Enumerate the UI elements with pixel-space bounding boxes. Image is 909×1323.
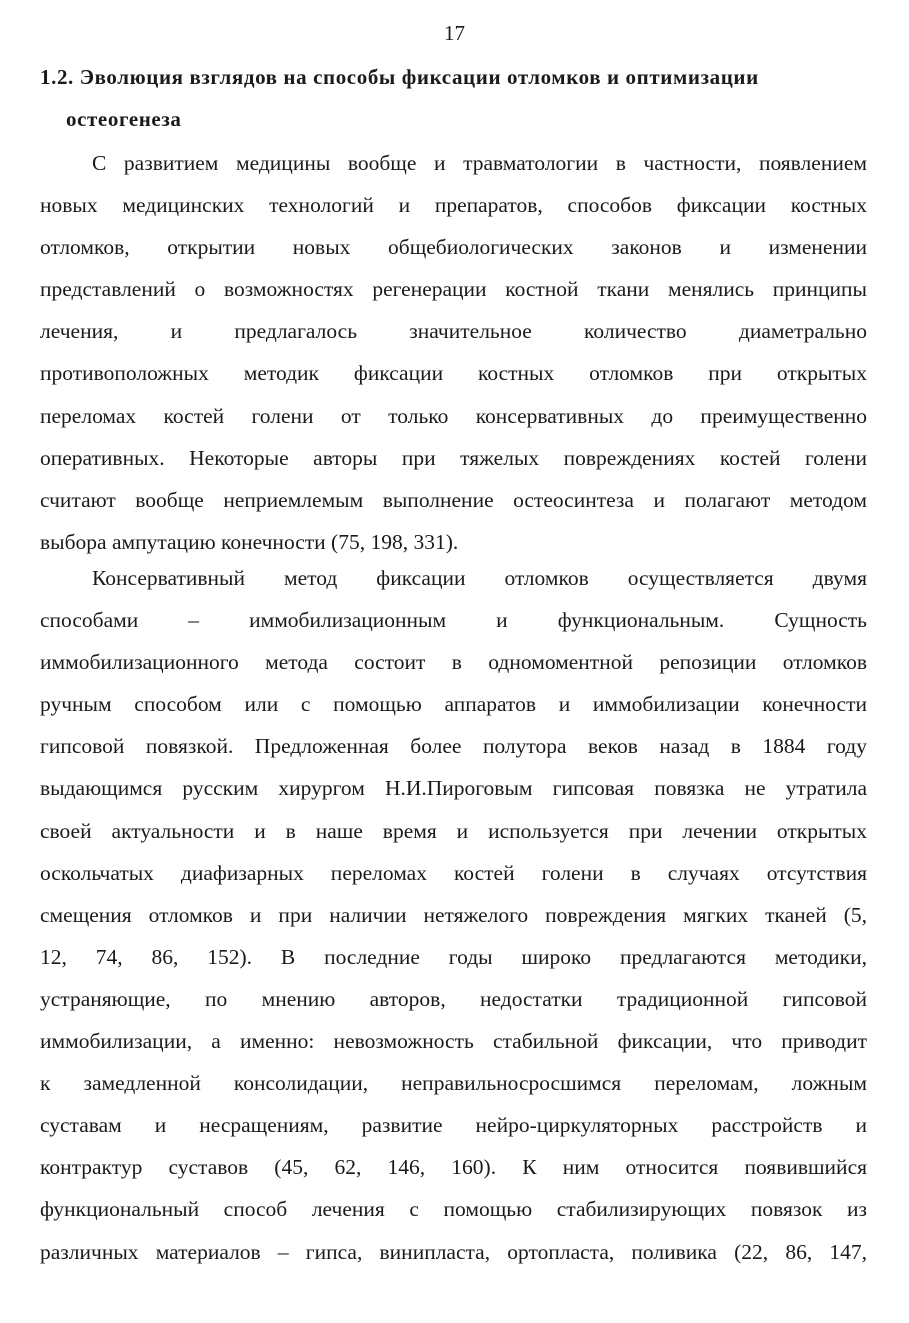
text-line: отломков, открытии новых общебиологических законов и изменении <box>40 235 867 260</box>
text-line: выдающимся русским хирургом Н.И.Пироговым гипсовая повязка не утратила <box>40 776 867 801</box>
section-heading-line-2: остеогенеза <box>66 107 182 131</box>
text-line: ручным способом или с помощью аппаратов и иммобилизации конечности <box>40 692 867 717</box>
text-line: функциональный способ лечения с помощью стабилизирующих повязок из <box>40 1197 867 1222</box>
text-line: суставам и несращениям, развитие нейро-циркуляторных расстройств и <box>40 1113 867 1138</box>
text-line: 12, 74, 86, 152). В последние годы широко предлагаются методики, <box>40 944 867 969</box>
text-line: смещения отломков и при наличии нетяжелого повреждения мягких тканей (5, <box>40 902 867 927</box>
text-line: иммобилизационного метода состоит в одномоментной репозиции отломков <box>40 650 867 675</box>
text-line: лечения, и предлагалось значительное количество диаметрально <box>40 319 867 344</box>
text-line: оперативных. Некоторые авторы при тяжелых повреждениях костей голени <box>40 445 867 470</box>
text-line: гипсовой повязкой. Предложенная более полутора веков назад в 1884 году <box>40 734 867 759</box>
text-line: своей актуальности и в наше время и используется при лечении открытых <box>40 818 867 843</box>
text-line: выбора ампутацию конечности (75, 198, 331). <box>40 529 459 554</box>
text-line: новых медицинских технологий и препаратов, способов фиксации костных <box>40 193 867 218</box>
text-line: оскольчатых диафизарных переломах костей голени в случаях отсутствия <box>40 860 867 885</box>
text-line: представлений о возможностях регенерации костной ткани менялись принципы <box>40 277 867 302</box>
text-line: С развитием медицины вообще и травматологии в частности, появлением <box>92 151 867 175</box>
text-line: Консервативный метод фиксации отломков осуществляется двумя <box>92 566 867 590</box>
paragraph-2 <box>40 557 867 1273</box>
text-line: иммобилизации, а именно: невозможность стабильной фиксации, что приводит <box>40 1029 867 1054</box>
text-line: переломах костей голени от только консервативных до преимущественно <box>40 403 867 428</box>
section-heading-line-1: 1.2. Эволюция взглядов на способы фиксации отломков и оптимизации <box>40 65 759 89</box>
paragraph-1 <box>40 142 867 563</box>
text-line: устраняющие, по мнению авторов, недостатки традиционной гипсовой <box>40 986 867 1011</box>
text-line: способами – иммобилизационным и функциональным. Сущность <box>40 608 867 633</box>
text-line: к замедленной консолидации, неправильносросшимся переломам, ложным <box>40 1071 867 1096</box>
text-line: противоположных методик фиксации костных отломков при открытых <box>40 361 867 386</box>
section-heading <box>40 56 869 140</box>
text-line: считают вообще неприемлемым выполнение остеосинтеза и полагают методом <box>40 487 867 512</box>
text-line: различных материалов – гипса, винипласта, ортопласта, поливика (22, 86, 147, <box>40 1239 867 1264</box>
page-number: 17 <box>444 21 465 45</box>
text-line: контрактур суставов (45, 62, 146, 160). К ним относится появившийся <box>40 1155 867 1180</box>
